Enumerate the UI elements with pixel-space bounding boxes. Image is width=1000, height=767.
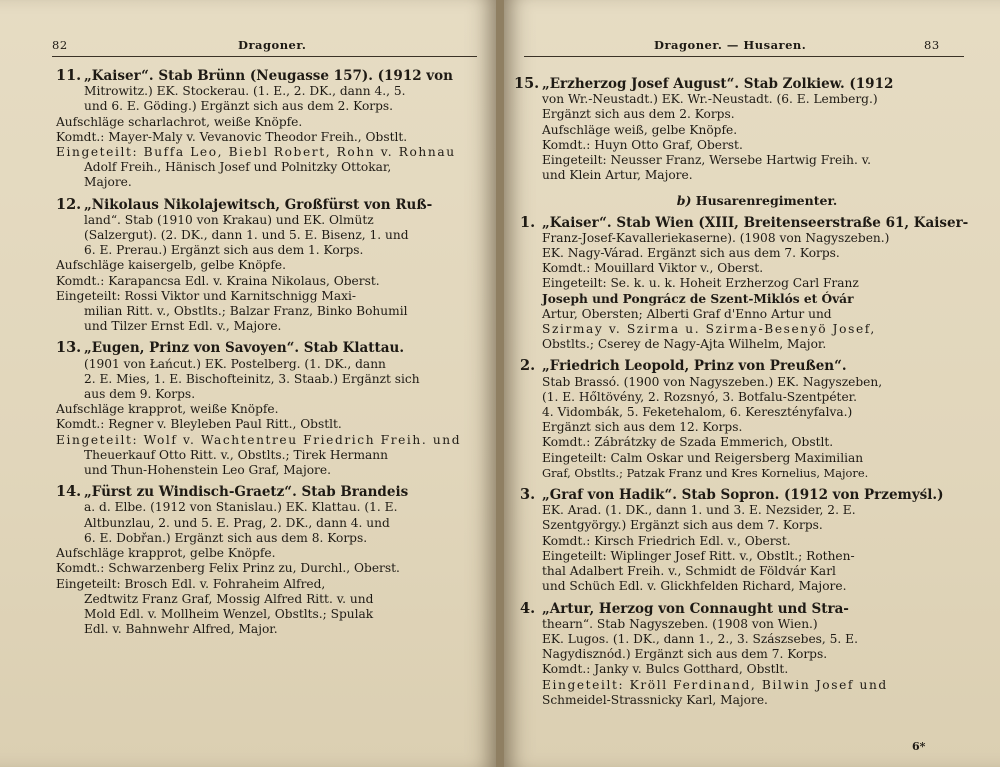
entry-line: Aufschläge krapprot, weiße Knöpfe. (56, 402, 279, 417)
entry-number: 4. (520, 599, 536, 617)
entry-line: (Salzergut). (2. DK., dann 1. und 5. E. Bisenz, 1. und (84, 228, 409, 243)
book-gutter (496, 0, 504, 767)
entry-line: Graf, Obstlts.; Patzak Franz und Kres Kornelius, Majore. (542, 465, 869, 480)
entry-line: Eingeteilt: Se. k. u. k. Hoheit Erzherzog Carl Franz (542, 276, 859, 291)
left-page (0, 0, 496, 767)
entry-line: 2. E. Mies, 1. E. Bischofteinitz, 3. Staab.) Ergänzt sich (84, 371, 420, 386)
entry-number: 2. (520, 357, 536, 375)
entry-line: Eingeteilt: Rossi Viktor und Karnitschnigg Maxi- (56, 288, 357, 303)
page-number-left: 82 (52, 38, 68, 52)
entry-line: Nagydisznód.) Ergänzt sich aus dem 7. Korps. (542, 647, 828, 662)
entry-number: 14. (56, 483, 82, 501)
entry-line: Stab Brassó. (1900 von Nagyszeben.) EK. Nagyszeben, (542, 374, 883, 389)
entry-line: Artur, Obersten; Alberti Graf d'Enno Artur und (542, 306, 832, 321)
entry-line: „Eugen, Prinz von Savoyen“. Stab Klattau. (84, 340, 405, 357)
entry-line: „Artur, Herzog von Connaught und Stra- (542, 600, 849, 617)
left-text-column (56, 68, 496, 643)
entry-line: Franz-Josef-Kavalleriekaserne). (1908 von Nagyszeben.) (542, 230, 890, 245)
entry-line: Joseph und Pongrácz de Szent-Miklós et Óvár (542, 291, 854, 306)
entry-line: „Friedrich Leopold, Prinz von Preußen“. (542, 358, 847, 375)
section-subheading (514, 193, 1000, 208)
entry-number: 13. (56, 339, 82, 357)
entry-line: Mitrowitz.) EK. Stockerau. (1. E., 2. DK., dann 4., 5. (84, 84, 406, 99)
entry-line: Eingeteilt: Neusser Franz, Wersebe Hartwig Freih. v. (542, 153, 872, 168)
hussar-entry-2 (514, 358, 1000, 481)
subheading-letter: b) (676, 193, 692, 209)
entry-line: Majore. (84, 175, 132, 190)
entry-line: 6. E. Prerau.) Ergänzt sich aus dem 1. Korps. (84, 243, 364, 258)
entry-line: Komdt.: Karapancsa Edl. v. Kraina Nikolaus, Oberst. (56, 273, 380, 288)
entry-line: Eingeteilt: Buffa Leo, Biebl Robert, Rohn v. Rohnau (56, 145, 456, 160)
entry-line: Komdt.: Janky v. Bulcs Gotthard, Obstlt. (542, 662, 789, 677)
entry-line: und Tilzer Ernst Edl. v., Majore. (84, 319, 282, 334)
entry-line: (1901 von Łańcut.) EK. Postelberg. (1. DK., dann (84, 356, 386, 371)
entry-number: 11. (56, 67, 82, 84)
entry-line: Aufschläge weiß, gelbe Knöpfe. (542, 122, 738, 137)
entry-line: land“. Stab (1910 von Krakau) und EK. Olmütz (84, 212, 374, 227)
entry-line: Komdt.: Regner v. Bleyleben Paul Ritt., Obstlt. (56, 417, 342, 432)
entry-line: 6. E. Dobřan.) Ergänzt sich aus dem 8. Korps. (84, 530, 368, 545)
regiment-entry-11 (56, 68, 496, 191)
entry-line: „Erzherzog Josef August“. Stab Zolkiew. (1912 (542, 76, 894, 92)
entry-line: „Kaiser“. Stab Wien (XIII, Breitenseerstraße 61, Kaiser- (542, 214, 969, 231)
entry-line: aus dem 9. Korps. (84, 387, 196, 402)
entry-line: 4. Vidombák, 5. Feketehalom, 6. Keresztényfalva.) (542, 405, 853, 420)
entry-line: Schmeidel-Strassnicky Karl, Majore. (542, 692, 768, 707)
entry-line: Komdt.: Huyn Otto Graf, Oberst. (542, 137, 743, 152)
entry-number: 1. (520, 213, 536, 231)
entry-line: EK. Lugos. (1. DK., dann 1., 2., 3. Szászsebes, 5. E. (542, 631, 858, 646)
entry-number: 12. (56, 195, 82, 213)
entry-line: Szirmay v. Szirma u. Szirma-Besenyö Josef, (542, 322, 876, 337)
entry-line: Theuerkauf Otto Ritt. v., Obstlts.; Tirek Hermann (84, 447, 389, 462)
entry-line: Edl. v. Bahnwehr Alfred, Major. (84, 622, 278, 637)
entry-line: Zedtwitz Franz Graf, Mossig Alfred Ritt. v. und (84, 591, 374, 606)
entry-line: Eingeteilt: Brosch Edl. v. Fohraheim Alfred, (56, 576, 326, 591)
entry-line: Szentgyörgy.) Ergänzt sich aus dem 7. Korps. (542, 518, 823, 533)
entry-line: „Kaiser“. Stab Brünn (Neugasse 157). (1912 von (84, 68, 453, 84)
regiment-entry-12 (56, 197, 496, 335)
printer-signature: 6* (912, 740, 926, 753)
page-number-right: 83 (924, 38, 940, 52)
entry-line: „Nikolaus Nikolajewitsch, Großfürst von Ruß- (84, 196, 433, 213)
hussar-entry-1 (514, 215, 1000, 353)
entry-line: Komdt.: Mayer-Maly v. Vevanovic Theodor Freih., Obstlt. (56, 129, 408, 144)
entry-line: (1. E. Hőltövény, 2. Rozsnyó, 3. Botfalu-Szentpéter. (542, 389, 858, 404)
entry-line: Eingeteilt: Calm Oskar und Reigersberg Maximilian (542, 450, 864, 465)
hussar-entry-4 (514, 601, 1000, 708)
regiment-entry-14 (56, 484, 496, 637)
running-header-left: Dragoner. (238, 38, 307, 52)
entry-line: Komdt.: Schwarzenberg Felix Prinz zu, Durchl., Oberst. (56, 561, 400, 576)
entry-line: und Klein Artur, Majore. (542, 168, 693, 183)
entry-line: Komdt.: Kirsch Friedrich Edl. v., Oberst. (542, 533, 791, 548)
entry-line: Eingeteilt: Wolf v. Wachtentreu Friedrich Freih. und (56, 432, 462, 447)
entry-line: milian Ritt. v., Obstlts.; Balzar Franz, Binko Bohumil (84, 304, 408, 319)
entry-line: Komdt.: Zábrátzky de Szada Emmerich, Obstlt. (542, 435, 834, 450)
hussar-entry-3 (514, 487, 1000, 594)
entry-line: Aufschläge kaisergelb, gelbe Knöpfe. (56, 258, 286, 273)
entry-line: Obstlts.; Cserey de Nagy-Ajta Wilhelm, Major. (542, 337, 827, 352)
right-page (504, 0, 1000, 767)
regiment-entry-15 (514, 76, 1000, 183)
entry-line: EK. Nagy-Várad. Ergänzt sich aus dem 7. Korps. (542, 246, 840, 261)
entry-line: Komdt.: Mouillard Viktor v., Oberst. (542, 261, 764, 276)
entry-line: von Wr.-Neustadt.) EK. Wr.-Neustadt. (6. E. Lemberg.) (542, 92, 878, 107)
entry-line: Altbunzlau, 2. und 5. E. Prag, 2. DK., dann 4. und (84, 515, 390, 530)
entry-line: Ergänzt sich aus dem 12. Korps. (542, 420, 743, 435)
header-rule-left (52, 56, 477, 57)
entry-line: „Graf von Hadik“. Stab Sopron. (1912 von Przemyśl.) (542, 487, 944, 504)
entry-line: Eingeteilt: Kröll Ferdinand, Bilwin Josef und (542, 677, 888, 692)
right-text-column (514, 76, 1000, 714)
entry-line: thal Adalbert Freih. v., Schmidt de Földvár Karl (542, 564, 836, 579)
running-header-right: Dragoner. — Husaren. (654, 38, 807, 52)
entry-number: 15. (514, 75, 540, 92)
entry-line: und Thun-Hohenstein Leo Graf, Majore. (84, 463, 331, 478)
entry-line: Ergänzt sich aus dem 2. Korps. (542, 107, 735, 122)
entry-line: Aufschläge krapprot, gelbe Knöpfe. (56, 546, 276, 561)
entry-line: Eingeteilt: Wiplinger Josef Ritt. v., Obstlt.; Rothen- (542, 548, 855, 563)
entry-line: und Schüch Edl. v. Glickhfelden Richard, Majore. (542, 579, 847, 594)
entry-line: und 6. E. Göding.) Ergänzt sich aus dem 2. Korps. (84, 99, 394, 114)
entry-line: Mold Edl. v. Mollheim Wenzel, Obstlts.; Spulak (84, 606, 374, 621)
entry-line: a. d. Elbe. (1912 von Stanislau.) EK. Klattau. (1. E. (84, 500, 398, 515)
entry-number: 3. (520, 486, 536, 504)
regiment-entry-13 (56, 340, 496, 478)
header-rule-right (524, 56, 964, 57)
entry-line: Adolf Freih., Hänisch Josef und Polnitzky Ottokar, (84, 160, 392, 175)
entry-line: EK. Arad. (1. DK., dann 1. und 3. E. Nezsider, 2. E. (542, 503, 856, 518)
entry-line: „Fürst zu Windisch-Graetz“. Stab Brandeis (84, 484, 409, 501)
entry-line: Aufschläge scharlachrot, weiße Knöpfe. (56, 114, 303, 129)
subheading-text: Husarenregimenter. (695, 193, 838, 209)
entry-line: thearn“. Stab Nagyszeben. (1908 von Wien.) (542, 616, 818, 631)
